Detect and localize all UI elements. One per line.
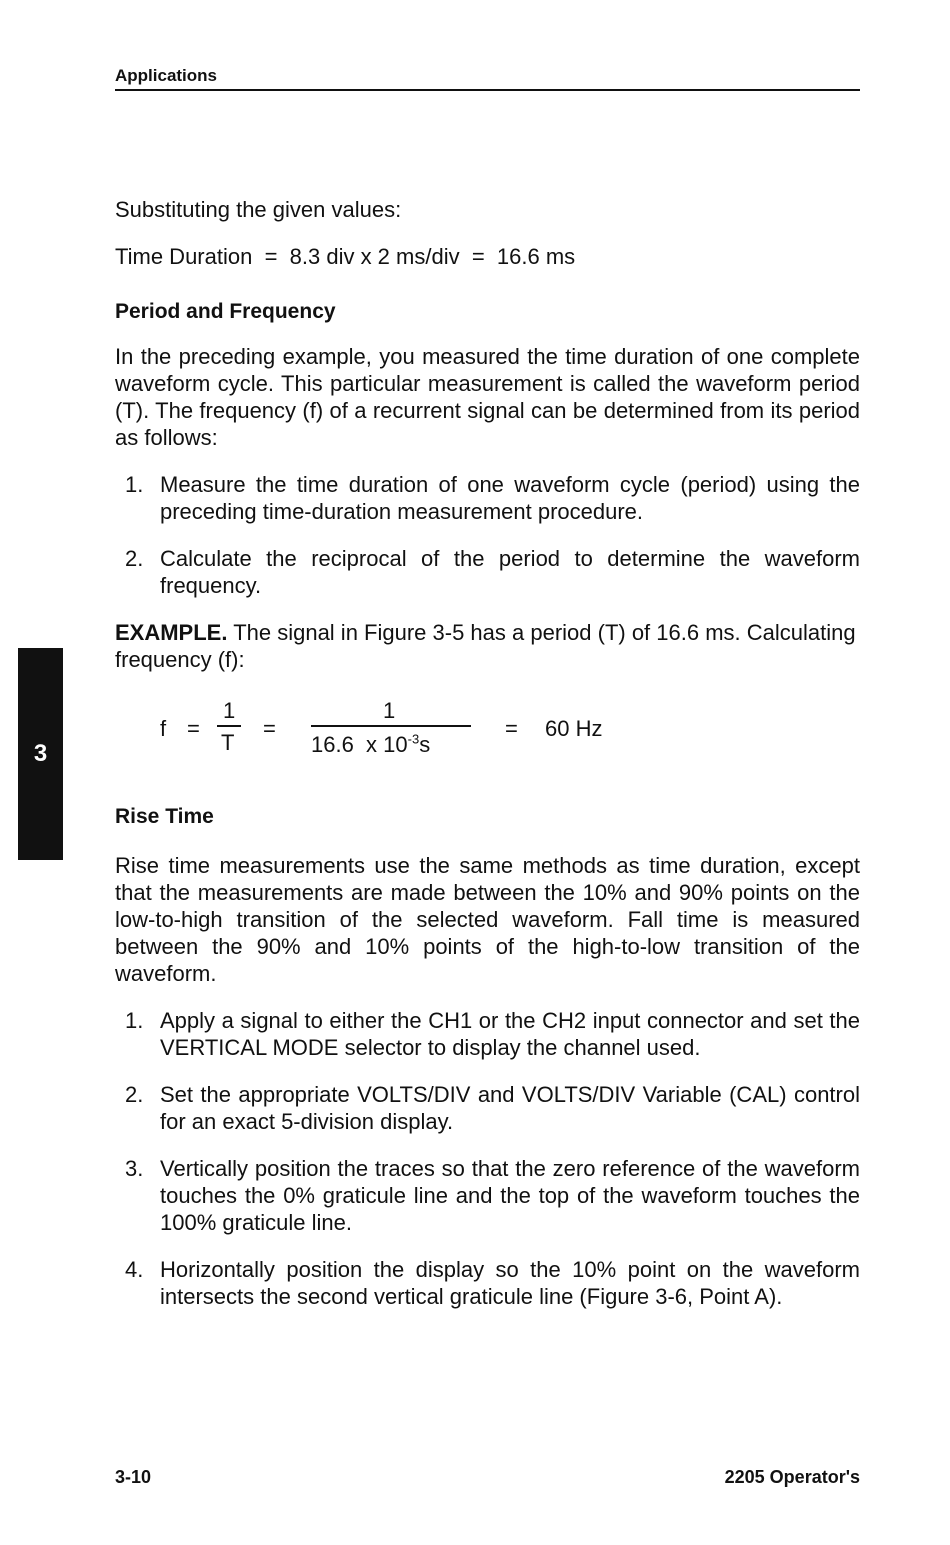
denominator-exponent: -3: [407, 731, 420, 747]
period-steps: [115, 471, 860, 599]
step-text: Set the appropriate VOLTS/DIV and VOLTS/DIV Variable (CAL) control for an exact 5-division display.: [160, 1082, 860, 1134]
step-text: Horizontally position the display so the 10% point on the waveform intersects the second vertical graticule line (Figure 3-6, Point A).: [160, 1257, 860, 1309]
formula-result: 60 Hz: [545, 716, 603, 741]
step-text: Calculate the reciprocal of the period to determine the waveform frequency.: [160, 546, 860, 598]
denominator-base: 16.6 x 10: [311, 732, 408, 757]
chapter-tab: 3: [18, 648, 63, 860]
fraction2-denominator: [311, 731, 430, 758]
page-content: [115, 196, 860, 1310]
page-number: 3-10: [115, 1467, 152, 1487]
denominator-unit: s: [419, 732, 431, 757]
step-text: Vertically position the traces so that the zero reference of the waveform touches the 0% graticule line and the top of the waveform touches the 100% graticule line.: [160, 1156, 860, 1235]
list-item: [115, 471, 860, 525]
formula-equals-2: =: [263, 716, 276, 741]
formula-equals-1: =: [187, 716, 200, 741]
rise-time-paragraph: Rise time measurements use the same methods as time duration, except that the measurements are made between the 10% and 90% points on the low-to-high transition of the selected waveform. Fall time is measured between the 90% and 10% points of the high-to-low transition of the waveform.: [115, 853, 860, 986]
list-item: [115, 1007, 860, 1061]
fraction1-denominator: T: [221, 730, 235, 755]
list-item: [115, 1081, 860, 1135]
list-item: [115, 1155, 860, 1236]
period-paragraph: In the preceding example, you measured the time duration of one complete waveform cycle. This particular measurement is called the waveform period (T). The frequency (f) of a recurrent signal can be determined from its period as follows:: [115, 344, 860, 450]
formula-equals-3: =: [505, 716, 518, 741]
time-duration-equation: Time Duration = 8.3 div x 2 ms/div = 16.6 ms: [115, 244, 576, 269]
running-header: Applications: [115, 66, 860, 91]
list-item: [115, 1256, 860, 1310]
step-text: Apply a signal to either the CH1 or the CH2 input connector and set the VERTICAL MODE selector to display the channel used.: [160, 1008, 860, 1060]
step-number: 2.: [125, 1082, 144, 1107]
intro-text: Substituting the given values:: [115, 197, 402, 222]
step-number: 2.: [125, 546, 144, 571]
fraction2-bar: [311, 725, 471, 727]
fraction1-bar: [217, 725, 241, 727]
rise-time-steps: [115, 1007, 860, 1310]
section-heading-rise-time: Rise Time: [115, 805, 214, 828]
step-number: 1.: [125, 1008, 144, 1033]
step-number: 3.: [125, 1156, 144, 1181]
step-text: Measure the time duration of one waveform cycle (period) using the preceding time-duration measurement procedure.: [160, 472, 860, 524]
step-number: 1.: [125, 472, 144, 497]
example-paragraph: [115, 619, 860, 673]
step-number: 4.: [125, 1257, 144, 1282]
list-item: [115, 545, 860, 599]
frequency-formula: [115, 683, 860, 773]
fraction2-numerator: 1: [383, 698, 396, 723]
formula-f: f: [160, 716, 167, 741]
section-heading-period-frequency: Period and Frequency: [115, 300, 336, 323]
example-label: EXAMPLE.: [115, 620, 228, 645]
fraction1-numerator: 1: [223, 698, 236, 723]
example-text: The signal in Figure 3-5 has a period (T) of 16.6 ms. Calculating frequency (f):: [115, 620, 856, 672]
manual-title: 2205 Operator's: [724, 1467, 860, 1487]
